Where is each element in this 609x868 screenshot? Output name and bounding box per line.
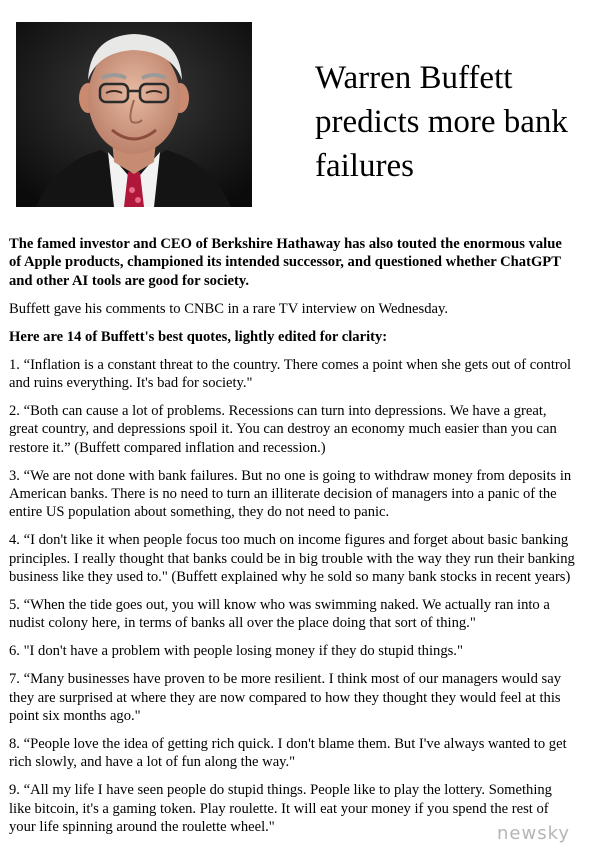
buffett-portrait-photo <box>16 22 252 207</box>
watermark: newsky <box>497 823 571 844</box>
quote-item: 2. “Both can cause a lot of problems. Recessions can turn into depressions. We have a great, great country, and depressions spoil it. You can destroy an economy much easier than you can restore it.” (Buffett compared inflation and recession.) <box>9 402 557 456</box>
quote-item: 3. “We are not done with bank failures. But no one is going to withdraw money from deposits in American banks. There is no need to turn an illiterate decision of managers into a panic of the entire US population about something, they do not need to panic. <box>9 467 572 521</box>
quote-item: 6. "I don't have a problem with people losing money if they do stupid things." <box>9 643 463 660</box>
quote-item: 7. “Many businesses have proven to be more resilient. I think most of our managers would say they are surprised at where they are now compared to how they thought they would feel at this point six months ago." <box>9 671 562 725</box>
quotes-subheading: Here are 14 of Buffett's best quotes, lightly edited for clarity: <box>9 328 388 345</box>
article-intro: Buffett gave his comments to CNBC in a rare TV interview on Wednesday. <box>9 300 448 317</box>
portrait-illustration <box>16 22 252 207</box>
quote-item: 9. “All my life I have seen people do stupid things. People like to play the lottery. Something like bitcoin, it's a gaming token. Play roulette. It will eat your money if you spend the rest of your life spinning around the roulette wheel." <box>9 782 552 836</box>
quote-item: 1. “Inflation is a constant threat to the country. There comes a point when she gets out of control and ruins everything. It's bad for society." <box>9 356 572 391</box>
article-title: Warren Buffett predicts more bank failures <box>315 60 568 184</box>
article-body <box>9 235 575 846</box>
quote-item: 8. “People love the idea of getting rich quick. I don't blame them. But I've always wanted to get rich slowly, and have a lot of fun along the way." <box>9 735 567 771</box>
quote-item: 4. “I don't like it when people focus too much on income figures and forget about basic banking principles. I really thought that banks could be in big trouble with the way they run their banking business like they used to." (Buffett explained why he sold so many bank stocks in recent years) <box>9 532 575 586</box>
article-lead: The famed investor and CEO of Berkshire Hathaway has also touted the enormous value of Apple products, championed its intended successor, and questioned whether ChatGPT and other AI tools are good for society. <box>9 236 562 289</box>
quote-item: 5. “When the tide goes out, you will know who was swimming naked. We actually ran into a nudist colony here, in terms of banks all over the place doing that sort of thing." <box>9 597 550 632</box>
